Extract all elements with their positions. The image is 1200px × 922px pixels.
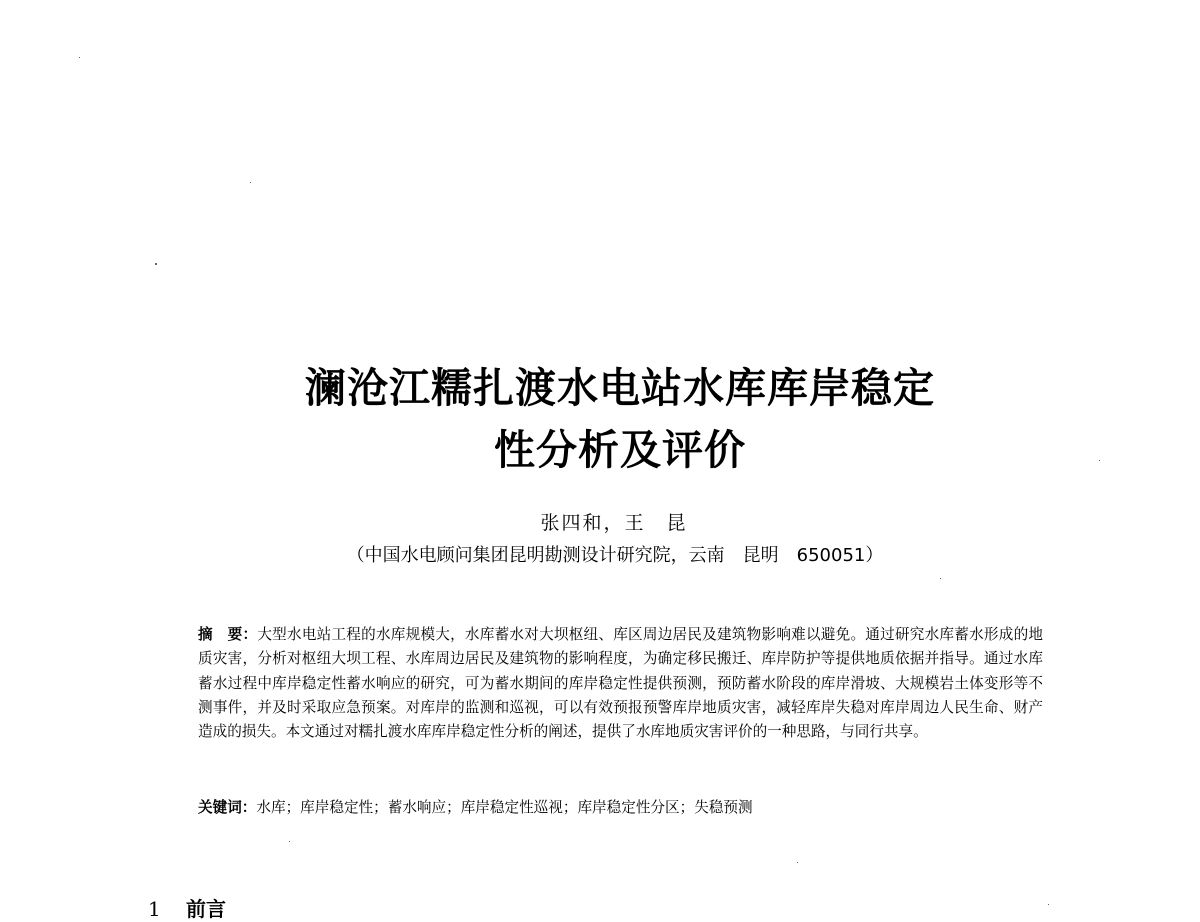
keywords-text: 水库；库岸稳定性；蓄水响应；库岸稳定性巡视；库岸稳定性分区；失稳预测 <box>256 799 753 816</box>
scan-speck <box>79 57 80 58</box>
scan-speck <box>155 263 157 265</box>
section-number: 1 <box>148 897 161 921</box>
abstract-text: 大型水电站工程的水库规模大，水库蓄水对大坝枢纽、库区周边居民及建筑物影响难以避免。通过研究水库蓄水形成的地质灾害，分析对枢纽大坝工程、水库周边居民及建筑物的影响程度，为确定移民搬迁、库岸防护等提供地质依据并指导。通过水库蓄水过程中库岸稳定性蓄水响应的研究，可为蓄水期间的库岸稳定性提供预测，预防蓄水阶段的库岸滑坡、大规模岩土体变形等不测事件，并及时采取应急预案。对库岸的监测和巡视，可以有效预报预警库岸地质灾害，减轻库岸失稳对库岸周边人民生命、财产造成的损失。本文通过对糯扎渡水库库岸稳定性分析的阐述，提供了水库地质灾害评价的一种思路，与同行共享。 <box>198 626 1043 741</box>
abstract-label: 摘 要： <box>198 626 258 643</box>
keywords <box>198 796 1043 820</box>
scan-speck <box>940 578 941 579</box>
section-title: 前言 <box>186 897 226 921</box>
section-heading <box>148 893 226 922</box>
paper-title-line-1: 澜沧江糯扎渡水电站水库库岸稳定 <box>305 364 935 412</box>
paper-title-line-2: 性分析及评价 <box>494 426 746 474</box>
paper-affiliation: （中国水电顾问集团昆明勘测设计研究院，云南 昆明 650051） <box>346 545 884 566</box>
keywords-label: 关键词： <box>198 799 257 816</box>
scan-speck <box>1048 904 1049 905</box>
scan-speck <box>250 182 251 183</box>
abstract <box>198 623 1043 744</box>
scan-speck <box>289 841 290 842</box>
scan-speck <box>797 862 798 863</box>
paper-authors: 张四和，王 昆 <box>540 512 688 534</box>
